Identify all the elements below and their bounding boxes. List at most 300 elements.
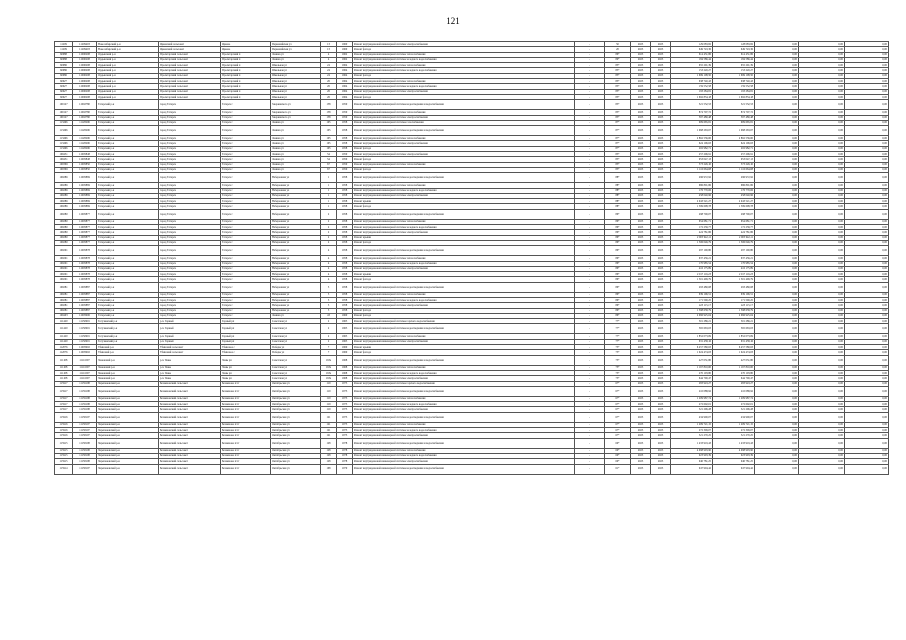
- cell-pct: 67*: [605, 396, 631, 401]
- cell-pct: 60*: [605, 448, 631, 453]
- cell-pct: 73*: [605, 365, 631, 370]
- cell-ind: -: [575, 183, 605, 188]
- cell-y2: 2025: [651, 89, 671, 94]
- cell-total: 649 743,36: [713, 47, 755, 52]
- cell-y1: 2025: [631, 126, 651, 136]
- cell-id: 109291: [55, 277, 73, 282]
- cell-id: 115917: [55, 381, 73, 386]
- cell-total: 296 972,92: [713, 173, 755, 183]
- cell-pct: 88*: [605, 204, 631, 209]
- cell-house: 138: [321, 115, 337, 120]
- cell-amount: 1 209 987,74: [671, 396, 713, 401]
- cell-settlement-type: Безменовский сельсовет: [159, 396, 221, 401]
- cell-settlement-type: Пролетарский сельсовет: [159, 57, 221, 62]
- cell-ind: -: [575, 345, 605, 350]
- cell-settlement-type: город Татарск: [159, 115, 221, 120]
- cell-house: 128: [321, 438, 337, 448]
- cell-street: Ленина ул: [271, 52, 321, 57]
- cell-code: 11095850: [73, 167, 97, 172]
- cell-y2: 2025: [651, 188, 671, 193]
- cell-y1: 2025: [631, 167, 651, 172]
- cell-amount: 614 431,86: [671, 52, 713, 57]
- cell-z1: 0,00: [755, 57, 799, 62]
- cell-z2: 0,00: [799, 428, 845, 433]
- cell-settlement: Татарск г: [221, 235, 271, 240]
- cell-total: 293 480,08: [713, 282, 755, 292]
- cell-settlement: Пролетарский п: [221, 57, 271, 62]
- cell-pct: 88*: [605, 199, 631, 204]
- cell-total: 639 196,51: [713, 292, 755, 297]
- cell-house: 2: [321, 319, 337, 324]
- cell-z2: 0,00: [799, 100, 845, 110]
- cell-amount: 909 665,81: [671, 120, 713, 125]
- cell-settlement: Безменово п/ст: [221, 412, 271, 422]
- cell-street: Школьная ул: [271, 63, 321, 68]
- cell-settlement: Татарск г: [221, 120, 271, 125]
- cell-z1: 0,00: [755, 334, 799, 339]
- cell-ind: -: [575, 100, 605, 110]
- cell-y1: 2025: [631, 89, 651, 94]
- cell-ind: -: [575, 209, 605, 219]
- cell-id: 115917: [55, 396, 73, 401]
- cell-street: Школьная ул: [271, 79, 321, 84]
- cell-amount: 2 017 116,23: [671, 272, 713, 277]
- cell-total: 1 116 664,08: [713, 167, 755, 172]
- cell-year: 1965: [337, 339, 353, 344]
- cell-code: 11090208: [73, 89, 97, 94]
- cell-work: Ремонт внутридомовой инженерной системы водоотведения и водоснабжения: [353, 438, 575, 448]
- cell-y2: 2025: [651, 350, 671, 355]
- cell-code: 11111097: [73, 355, 97, 365]
- cell-total: 257 206,91: [713, 152, 755, 157]
- cell-settlement-type: город Татарск: [159, 246, 221, 256]
- table-row: [55, 173, 889, 183]
- cell-id: 100127: [55, 100, 73, 110]
- cell-work: Ремонт внутридомовой инженерной системы холодного водоснабжения: [353, 370, 575, 375]
- cell-street: Школьная ул: [271, 94, 321, 99]
- cell-amount: 2 043 521,27: [671, 199, 713, 204]
- cell-total: 953 047,13: [713, 157, 755, 162]
- cell-id: 115916: [55, 428, 73, 433]
- cell-settlement-type: р.п. Горный: [159, 334, 221, 339]
- cell-pct: 67*: [605, 386, 631, 396]
- cell-year: 1973: [337, 428, 353, 433]
- cell-z2: 0,00: [799, 68, 845, 73]
- cell-total: 644 790,47: [713, 376, 755, 381]
- cell-amount: 637 456,21: [671, 256, 713, 261]
- cell-pct: 77*: [605, 319, 631, 324]
- cell-year: 1958: [337, 126, 353, 136]
- cell-code: 11090208: [73, 94, 97, 99]
- cell-z2: 0,00: [799, 370, 845, 375]
- cell-street: Октябрьская ул: [271, 402, 321, 407]
- cell-z1: 0,00: [755, 225, 799, 230]
- cell-total: 397 480,48: [713, 115, 755, 120]
- cell-street: Октябрьская ул: [271, 386, 321, 396]
- cell-pct: 73*: [605, 370, 631, 375]
- cell-ind: -: [575, 188, 605, 193]
- cell-id: 109291: [55, 256, 73, 261]
- cell-z1: 0,00: [755, 100, 799, 110]
- cell-district: Убинский р-н: [97, 345, 159, 350]
- cell-pct: 50: [605, 42, 631, 47]
- cell-z3: 0,00: [845, 297, 889, 302]
- cell-ind: -: [575, 167, 605, 172]
- cell-amount: 365 663,03: [671, 324, 713, 334]
- cell-id: 113266: [55, 120, 73, 125]
- cell-street: Октябрьская ул: [271, 396, 321, 401]
- cell-y1: 2025: [631, 282, 651, 292]
- cell-z3: 0,00: [845, 240, 889, 245]
- cell-z1: 0,00: [755, 89, 799, 94]
- cell-id: 109280: [55, 225, 73, 230]
- cell-house: 54: [321, 157, 337, 162]
- cell-settlement-type: Пролетарский сельсовет: [159, 89, 221, 94]
- cell-house: 2: [321, 334, 337, 339]
- cell-z2: 0,00: [799, 183, 845, 188]
- cell-work: Ремонт внутридомовой инженерной системы электроснабжения: [353, 376, 575, 381]
- cell-work: Ремонт внутридомовой инженерной системы водоотведения и водоснабжения: [353, 100, 575, 110]
- cell-street: Набережная ул: [271, 246, 321, 256]
- cell-work: Ремонт внутридомовой инженерной системы теплоснабжения: [353, 422, 575, 427]
- cell-pct: 83*: [605, 162, 631, 167]
- cell-house: 4: [321, 246, 337, 256]
- cell-z3: 0,00: [845, 42, 889, 47]
- cell-house: 26: [321, 94, 337, 99]
- cell-ind: -: [575, 266, 605, 271]
- cell-work: Ремонт фасада: [353, 350, 575, 355]
- cell-house: 24: [321, 63, 337, 68]
- cell-id: 111108: [55, 376, 73, 381]
- cell-id: 109280: [55, 209, 73, 219]
- cell-street: Ленина ул: [271, 157, 321, 162]
- cell-z3: 0,00: [845, 282, 889, 292]
- cell-pct: 86*: [605, 266, 631, 271]
- cell-z2: 0,00: [799, 381, 845, 386]
- cell-y1: 2025: [631, 402, 651, 407]
- cell-ind: -: [575, 272, 605, 277]
- cell-z1: 0,00: [755, 246, 799, 256]
- cell-district: Татарский р-н: [97, 152, 159, 157]
- cell-ind: -: [575, 370, 605, 375]
- cell-house: 2: [321, 339, 337, 344]
- cell-ind: -: [575, 376, 605, 381]
- cell-work: Ремонт внутридомовой инженерной системы теплоснабжения: [353, 183, 575, 188]
- cell-code: 11090208: [73, 84, 97, 89]
- cell-settlement: Безменово п/ст: [221, 438, 271, 448]
- cell-work: Ремонт фасада: [353, 313, 575, 318]
- cell-z1: 0,00: [755, 266, 799, 271]
- cell-id: 109291: [55, 261, 73, 266]
- cell-year: 1958: [337, 256, 353, 261]
- cell-settlement-type: город Татарск: [159, 277, 221, 282]
- cell-house: 119: [321, 386, 337, 396]
- cell-amount: 153 220,27: [671, 68, 713, 73]
- cell-y2: 2025: [651, 345, 671, 350]
- cell-street: Набережная ул: [271, 193, 321, 198]
- cell-district: Татарский р-н: [97, 282, 159, 292]
- repair-register-table: [54, 41, 889, 475]
- cell-ind: -: [575, 79, 605, 84]
- cell-work: Ремонт внутридомовой инженерной системы электроснабжения: [353, 193, 575, 198]
- cell-y1: 2025: [631, 370, 651, 375]
- cell-amount: 424 781,86: [671, 230, 713, 235]
- cell-y2: 2025: [651, 297, 671, 302]
- cell-settlement: Безменово п/ст: [221, 448, 271, 453]
- cell-district: Черепановский р-н: [97, 407, 159, 412]
- cell-settlement: Татарск г: [221, 141, 271, 146]
- cell-amount: 624 106,63: [671, 141, 713, 146]
- cell-z2: 0,00: [799, 396, 845, 401]
- cell-street: Набережная ул: [271, 297, 321, 302]
- cell-work: Ремонт внутридомовой инженерной системы холодного водоснабжения: [353, 188, 575, 193]
- cell-ind: -: [575, 448, 605, 453]
- cell-work: Ремонт фасада: [353, 167, 575, 172]
- cell-year: 1958: [337, 188, 353, 193]
- cell-z3: 0,00: [845, 261, 889, 266]
- cell-z2: 0,00: [799, 225, 845, 230]
- cell-year: 1965: [337, 319, 353, 324]
- cell-settlement-type: город Татарск: [159, 136, 221, 141]
- cell-y2: 2025: [651, 292, 671, 297]
- cell-street: Школьная ул: [271, 84, 321, 89]
- cell-street: Набережная ул: [271, 183, 321, 188]
- cell-house: 168: [321, 464, 337, 474]
- cell-z1: 0,00: [755, 256, 799, 261]
- cell-work: Ремонт внутридомовой инженерной системы холодного водоснабжения: [353, 261, 575, 266]
- cell-y2: 2025: [651, 428, 671, 433]
- cell-year: 1973: [337, 381, 353, 386]
- cell-ind: -: [575, 199, 605, 204]
- cell-total: 458 040,96: [713, 193, 755, 198]
- cell-pct: 73*: [605, 355, 631, 365]
- cell-z2: 0,00: [799, 438, 845, 448]
- cell-total: 1 699 108,50: [713, 73, 755, 78]
- cell-ind: -: [575, 386, 605, 396]
- cell-pct: 86*: [605, 52, 631, 57]
- cell-year: 1958: [337, 193, 353, 198]
- cell-work: Ремонт внутридомовой инженерной системы электроснабжения: [353, 303, 575, 308]
- cell-z3: 0,00: [845, 381, 889, 386]
- cell-z3: 0,00: [845, 453, 889, 458]
- cell-work: Ремонт внутридомовой инженерной системы горячего водоснабжения: [353, 381, 575, 386]
- cell-street: Набережная ул: [271, 240, 321, 245]
- cell-y1: 2025: [631, 183, 651, 188]
- cell-amount: 170 985,54: [671, 261, 713, 266]
- cell-amount: 172 239,77: [671, 225, 713, 230]
- cell-pct: 85*: [605, 152, 631, 157]
- cell-y2: 2025: [651, 303, 671, 308]
- cell-code: 11159198: [73, 396, 97, 401]
- cell-z1: 0,00: [755, 319, 799, 324]
- cell-pct: 85*: [605, 100, 631, 110]
- cell-z3: 0,00: [845, 162, 889, 167]
- cell-house: 7: [321, 345, 337, 350]
- cell-street: Ленина ул: [271, 162, 321, 167]
- cell-y2: 2025: [651, 334, 671, 339]
- cell-pct: 87*: [605, 126, 631, 136]
- cell-pct: 83*: [605, 79, 631, 84]
- cell-settlement-type: р.п. Чаны: [159, 370, 221, 375]
- cell-z2: 0,00: [799, 266, 845, 271]
- cell-y1: 2025: [631, 386, 651, 396]
- cell-z1: 0,00: [755, 303, 799, 308]
- cell-z2: 0,00: [799, 152, 845, 157]
- cell-year: 1959: [337, 100, 353, 110]
- cell-house: 138: [321, 110, 337, 115]
- cell-ind: -: [575, 68, 605, 73]
- cell-z2: 0,00: [799, 308, 845, 313]
- cell-id: 109451: [55, 157, 73, 162]
- cell-y2: 2025: [651, 63, 671, 68]
- cell-id: 11209: [55, 47, 73, 52]
- cell-id: 109291: [55, 272, 73, 277]
- cell-street: Набережная ул: [271, 292, 321, 297]
- cell-settlement-type: город Татарск: [159, 199, 221, 204]
- cell-y1: 2025: [631, 79, 651, 84]
- cell-z1: 0,00: [755, 453, 799, 458]
- cell-street: Октябрьская ул: [271, 459, 321, 464]
- cell-work: Ремонт внутридомовой инженерной системы водоотведения и водоснабжения: [353, 246, 575, 256]
- cell-z3: 0,00: [845, 256, 889, 261]
- cell-ind: -: [575, 84, 605, 89]
- cell-work: Ремонт внутридомовой инженерной системы электроснабжения: [353, 89, 575, 94]
- cell-ind: -: [575, 136, 605, 141]
- cell-y2: 2025: [651, 422, 671, 427]
- cell-amount: 171 590,25: [671, 297, 713, 302]
- cell-z3: 0,00: [845, 339, 889, 344]
- cell-y1: 2025: [631, 57, 651, 62]
- cell-y2: 2025: [651, 402, 671, 407]
- cell-street: Набережная ул: [271, 277, 321, 282]
- cell-year: 1958: [337, 292, 353, 297]
- cell-settlement-type: Безменовский сельсовет: [159, 402, 221, 407]
- cell-amount: 270 103,80: [671, 370, 713, 375]
- cell-code: 11095878: [73, 261, 97, 266]
- cell-z2: 0,00: [799, 303, 845, 308]
- cell-work: Ремонт внутридомовой инженерной системы электроснабжения: [353, 433, 575, 438]
- cell-ind: -: [575, 219, 605, 224]
- cell-id: 109369: [55, 162, 73, 167]
- cell-pct: 61*: [605, 464, 631, 474]
- cell-z2: 0,00: [799, 209, 845, 219]
- cell-z2: 0,00: [799, 339, 845, 344]
- cell-work: Ремонт внутридомовой инженерной системы электроснабжения: [353, 339, 575, 344]
- cell-y1: 2025: [631, 209, 651, 219]
- cell-amount: 1 398 658,79: [671, 308, 713, 313]
- cell-amount: 458 040,96: [671, 193, 713, 198]
- table-row: [55, 324, 889, 334]
- cell-y1: 2025: [631, 110, 651, 115]
- cell-z2: 0,00: [799, 219, 845, 224]
- cell-settlement-type: Пролетарский сельсовет: [159, 79, 221, 84]
- cell-y1: 2025: [631, 324, 651, 334]
- cell-code: 11090208: [73, 63, 97, 68]
- cell-z1: 0,00: [755, 339, 799, 344]
- cell-pct: 86*: [605, 235, 631, 240]
- cell-id: 109280: [55, 240, 73, 245]
- cell-district: Чановский р-н: [97, 376, 159, 381]
- table-row: [55, 355, 889, 365]
- cell-year: 1964: [337, 89, 353, 94]
- cell-y2: 2025: [651, 157, 671, 162]
- cell-total: 298 700,07: [713, 209, 755, 219]
- cell-pct: 86*: [605, 256, 631, 261]
- cell-settlement: Убинское с: [221, 350, 271, 355]
- cell-settlement: Татарск г: [221, 308, 271, 313]
- cell-settlement: Пролетарский п: [221, 52, 271, 57]
- cell-z2: 0,00: [799, 261, 845, 266]
- cell-house: 1: [321, 204, 337, 209]
- cell-total: 940 781,25: [713, 459, 755, 464]
- cell-settlement: Татарск г: [221, 246, 271, 256]
- cell-street: Набережная ул: [271, 308, 321, 313]
- cell-code: 11158108: [73, 459, 97, 464]
- cell-settlement: Татарск г: [221, 162, 271, 167]
- cell-settlement-type: Безменовский сельсовет: [159, 438, 221, 448]
- cell-code: 11095878: [73, 272, 97, 277]
- cell-year: 1969: [337, 345, 353, 350]
- cell-district: Ордынский р-н: [97, 68, 159, 73]
- cell-z3: 0,00: [845, 313, 889, 318]
- cell-settlement-type: Ярковский сельсовет: [159, 42, 221, 47]
- cell-y2: 2025: [651, 256, 671, 261]
- cell-y1: 2025: [631, 407, 651, 412]
- cell-z1: 0,00: [755, 277, 799, 282]
- cell-year: 1964: [337, 63, 353, 68]
- cell-ind: -: [575, 324, 605, 334]
- cell-ind: -: [575, 297, 605, 302]
- cell-house: 128: [321, 459, 337, 464]
- cell-amount: 1 692 834,18: [671, 94, 713, 99]
- cell-z1: 0,00: [755, 396, 799, 401]
- cell-street: Ленина ул: [271, 313, 321, 318]
- cell-pct: 86*: [605, 246, 631, 256]
- cell-amount: 686 801,86: [671, 183, 713, 188]
- cell-work: Ремонт внутридомовой инженерной системы холодного водоснабжения: [353, 402, 575, 407]
- cell-y1: 2025: [631, 412, 651, 422]
- cell-settlement: Чаны рп: [221, 376, 271, 381]
- cell-code: 11111097: [73, 365, 97, 370]
- cell-year: 1978: [337, 438, 353, 448]
- cell-y1: 2025: [631, 141, 651, 146]
- cell-district: Тогучинский р-н: [97, 339, 159, 344]
- cell-id: 111420: [55, 339, 73, 344]
- cell-ind: -: [575, 407, 605, 412]
- cell-code: 11095869: [73, 193, 97, 198]
- cell-code: 11128206: [73, 146, 97, 151]
- cell-z2: 0,00: [799, 402, 845, 407]
- cell-house: 67: [321, 167, 337, 172]
- cell-year: 1958: [337, 303, 353, 308]
- cell-district: Татарский р-н: [97, 277, 159, 282]
- cell-pct: 86*: [605, 282, 631, 292]
- cell-work: Ремонт внутридомовой инженерной системы холодного водоснабжения: [353, 453, 575, 458]
- cell-year: 1959: [337, 162, 353, 167]
- cell-work: Ремонт внутридомовой инженерной системы водоотведения и водоснабжения: [353, 386, 575, 396]
- cell-settlement-type: город Татарск: [159, 308, 221, 313]
- cell-y1: 2025: [631, 272, 651, 277]
- cell-id: 60986: [55, 73, 73, 78]
- cell-settlement-type: Безменовский сельсовет: [159, 453, 221, 458]
- cell-street: Набережная ул: [271, 261, 321, 266]
- cell-district: Черепановский р-н: [97, 438, 159, 448]
- cell-y2: 2025: [651, 183, 671, 188]
- cell-street: Октябрьская ул: [271, 438, 321, 448]
- cell-pct: 75*: [605, 350, 631, 355]
- cell-settlement-type: город Татарск: [159, 292, 221, 297]
- cell-y2: 2025: [651, 448, 671, 453]
